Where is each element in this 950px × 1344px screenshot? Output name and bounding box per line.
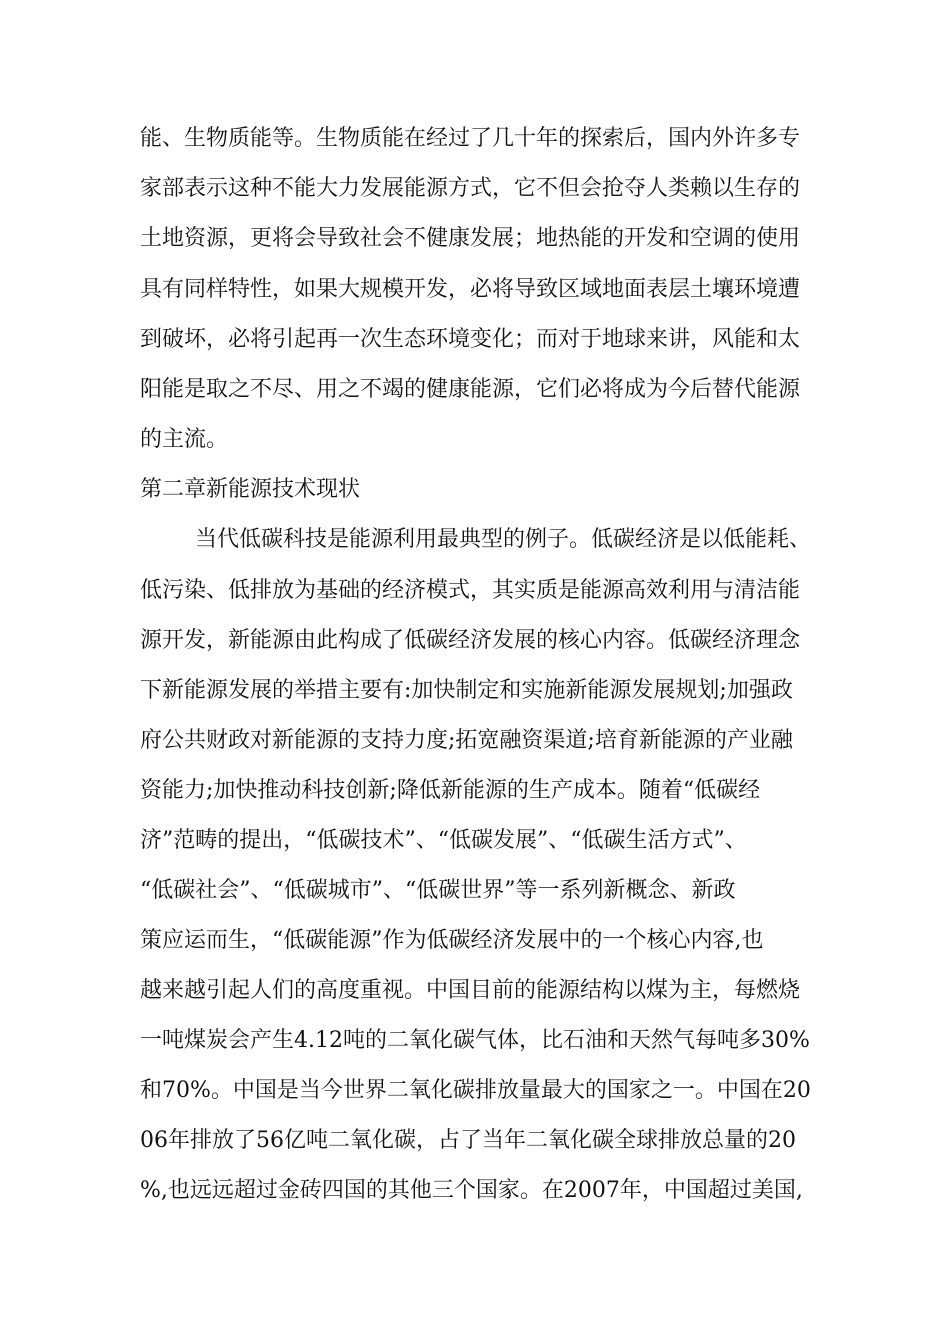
text-line-20: 和70%。中国是当今世界二氧化碳排放量最大的国家之一。中国在20 xyxy=(140,1078,811,1103)
text-line-21: 06年排放了56亿吨二氧化碳，占了当年二氧化碳全球排放总量的20 xyxy=(140,1128,796,1153)
text-line-13: 府公共财政对新能源的支持力度;拓宽融资渠道;培育新能源的产业融 xyxy=(140,728,793,753)
text-line-22: %,也远远超过金砖四国的其他三个国家。在2007年，中国超过美国, xyxy=(140,1178,803,1203)
text-line-16: “低碳社会”、“低碳城市”、“低碳世界”等一系列新概念、新政 xyxy=(140,878,736,903)
text-line-6: 阳能是取之不尽、用之不竭的健康能源，它们必将成为今后替代能源 xyxy=(140,377,801,402)
text-line-9: 当代低碳科技是能源利用最典型的例子。低碳经济是以低能耗、 xyxy=(195,527,812,552)
text-line-17: 策应运而生，“低碳能源”作为低碳经济发展中的一个核心内容,也 xyxy=(140,928,764,953)
text-line-15: 济”范畴的提出，“低碳技术”、“低碳发展”、“低碳生活方式”、 xyxy=(140,828,747,853)
text-line-11: 源开发，新能源由此构成了低碳经济发展的核心内容。低碳经济理念 xyxy=(140,628,801,653)
text-line-12: 下新能源发展的举措主要有:加快制定和实施新能源发展规划;加强政 xyxy=(140,678,793,703)
chapter-heading: 第二章新能源技术现状 xyxy=(140,477,361,502)
text-line-4: 具有同样特性，如果大规模开发，必将导致区域地面表层土壤环境遭 xyxy=(140,277,801,302)
text-line-2: 家部表示这种不能大力发展能源方式，它不但会抢夺人类赖以生存的 xyxy=(140,176,801,201)
text-line-1: 能、生物质能等。生物质能在经过了几十年的探索后，国内外许多专 xyxy=(140,126,801,151)
text-line-14: 资能力;加快推动科技创新;降低新能源的生产成本。随着“低碳经 xyxy=(140,778,761,803)
text-line-7: 的主流。 xyxy=(140,427,229,452)
text-line-18: 越来越引起人们的高度重视。中国目前的能源结构以煤为主，每燃烧 xyxy=(140,978,801,1003)
text-line-19: 一吨煤炭会产生4.12吨的二氧化碳气体，比石油和天然气每吨多30% xyxy=(140,1028,810,1053)
text-line-3: 土地资源，更将会导致社会不健康发展；地热能的开发和空调的使用 xyxy=(140,226,801,251)
text-line-5: 到破坏，必将引起再一次生态环境变化；而对于地球来讲，风能和太 xyxy=(140,327,801,352)
text-line-10: 低污染、低排放为基础的经济模式，其实质是能源高效利用与清洁能 xyxy=(140,578,801,603)
